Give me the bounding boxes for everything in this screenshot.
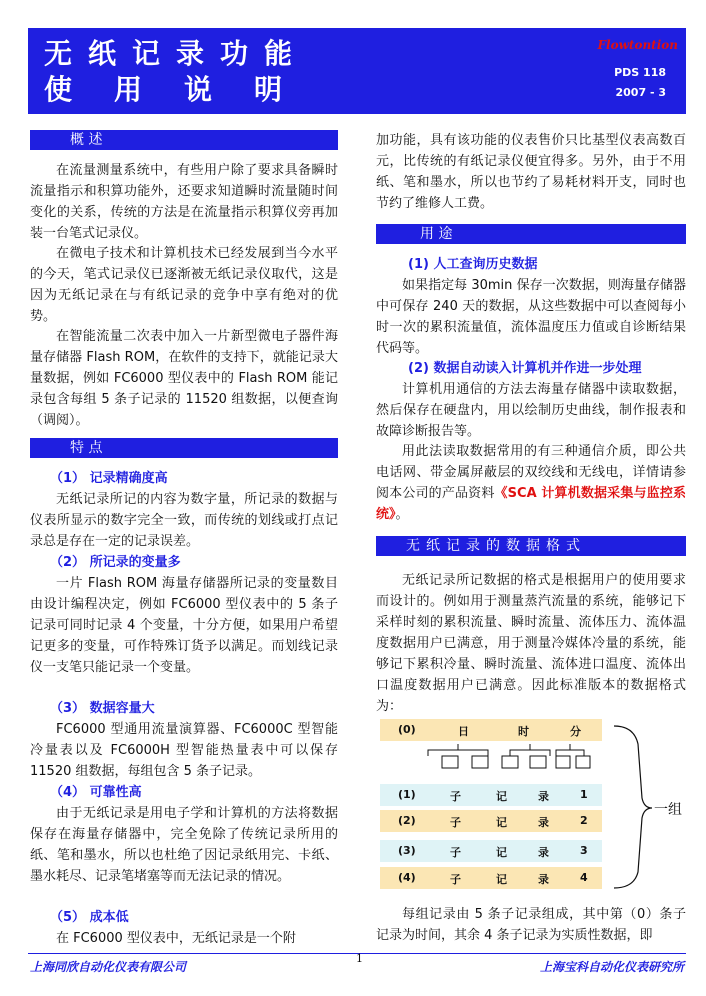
overview-p1: 在流量测量系统中，有些用户除了要求具备瞬时流量指示和积算功能外，还要求知道瞬时流量随时间变化的关系，传统的方法是在流量指示积算仪旁再加装一台笔式记录仪。 <box>30 163 338 241</box>
overview-heading: 概 述 <box>30 130 338 150</box>
sca-doc-link[interactable]: 《SCA 计算机数据采集与监控系统》 <box>376 486 686 522</box>
use-heading: 用 途 <box>376 224 686 244</box>
group-brace <box>612 724 652 890</box>
doc-code: PDS 118 <box>614 66 666 79</box>
group-label: 一组 <box>654 802 682 818</box>
doc-date: 2007 - 3 <box>615 86 666 99</box>
continued-text: 加功能，具有该功能的仪表售价只比基型仪表高数百元，比传统的有纸记录仪便宜得多。另外，由于不用纸、笔和墨水，所以也节约了易耗材料开支，同时也节约了维修人工费。 <box>376 133 686 211</box>
footer-company-left: 上海同欣自动化仪表有限公司 <box>30 960 187 974</box>
feature1-text: 无纸记录所记的内容为数字量，所记录的数据与仪表所显示的数字完全一致，而传统的划线或打点记录总是存在一定的记录误差。 <box>30 492 338 549</box>
footer-company-right: 上海宝科自动化仪表研究所 <box>539 960 684 974</box>
feature2-text: 一片 Flash ROM 海量存储器所记录的变量数目由设计编程决定，例如 FC6000 型仪表中的 5 条子记录可同时记录 4 个变量，十分方便，如果用户希望记更多的变量，可作特殊订货予以满足。而划线记录仪一支笔只能记录一个变量。 <box>30 576 338 675</box>
format-text: 无纸记录所记数据的格式是根据用户的使用要求而设计的。例如用于测量蒸汽流量的系统，能够记下采样时刻的累积流量、瞬时流量、流体压力、流体温度数据用户已满意，用于测量冷媒体冷量的系统，能够记下累积冷量、瞬时流量、流体进口温度、流体出口温度数据用户已满意。因此标准版本的数据格式为： <box>376 573 686 714</box>
title-line1: 无纸记录功能 <box>44 37 309 70</box>
use1-title: (1) 人工查询历史数据 <box>408 257 538 272</box>
format-row-3: (3) 子 记 录 3 <box>380 840 602 862</box>
use2-title: (2) 数据自动读入计算机并作进一步处理 <box>408 361 642 376</box>
feature4-text: 由于无纸记录是用电子学和计算机的方法将数据保存在海量存储器中，完全免除了传统记录所用的纸、笔和墨水，所以也杜绝了因记录纸用完、卡纸、墨水耗尽、记录笔堵塞等而无法记录的情况。 <box>30 806 338 884</box>
format-heading: 无纸记录的数据格式 <box>376 536 686 556</box>
feature5-text: 在 FC6000 型仪表中，无纸记录是一个附 <box>56 931 296 946</box>
brand-logo: Flowtontion <box>597 38 678 52</box>
feature2-title: （2） 所记录的变量多 <box>50 555 181 570</box>
feature4-title: （4） 可靠性高 <box>50 785 142 800</box>
feature3-title: （3） 数据容量大 <box>50 701 155 716</box>
page-number: 1 <box>356 952 363 965</box>
features-heading: 特 点 <box>30 438 338 458</box>
format-row-4: (4) 子 记 录 4 <box>380 867 602 889</box>
use2-text: 计算机用通信的方法去海量存储器中读取数据，然后保存在硬盘内，用以绘制历史曲线，制作报表和故障诊断报告等。 <box>376 382 686 439</box>
tail-text: 每组记录由 5 条子记录组成，其中第（0）条子记录为时间，其余 4 条子记录为实质性数据，即 <box>376 907 686 943</box>
format-row-0: (0) 日 时 分 <box>380 719 602 741</box>
overview-p3: 在智能流量二次表中加入一片新型微电子器件海量存储器 Flash ROM，在软件的支持下，就能记录大量数据，例如 FC6000 型仪表中的 Flash ROM 能记录包含每组 5 条子记录的 11520 组数据，以便查询（调阅）。 <box>30 329 338 428</box>
use3-text: 用此法读取数据常用的有三种通信介质，即公共电话网、带金属屏蔽层的双绞线和无线电，详情请参阅本公司的产品资料《SCA 计算机数据采集与监控系统》。 <box>376 444 686 522</box>
overview-p2: 在微电子技术和计算机技术已经发展到当今水平的今天，笔式记录仪已逐渐被无纸记录仪取代，这是因为无纸记录在与有纸记录的竞争中享有绝对的优势。 <box>30 246 338 324</box>
title-line2: 使 用 说 明 <box>44 73 283 106</box>
format-row-2: (2) 子 记 录 2 <box>380 810 602 832</box>
feature5-title: （5） 成本低 <box>50 910 129 925</box>
feature3-text: FC6000 型通用流量演算器、FC6000C 型智能冷量表以及 FC6000H 型智能热量表中可以保存 11520 组数据，每组包含 5 条子记录。 <box>30 722 338 779</box>
use1-text: 如果指定每 30min 保存一次数据，则海量存储器中可保存 240 天的数据，从这些数据中可以查阅每小时一次的累积流量值，流体温度压力值或自诊断结果代码等。 <box>376 278 686 356</box>
format-bracket-diagram <box>380 742 602 780</box>
format-row-1: (1) 子 记 录 1 <box>380 784 602 806</box>
feature1-title: （1） 记录精确度高 <box>50 471 168 486</box>
